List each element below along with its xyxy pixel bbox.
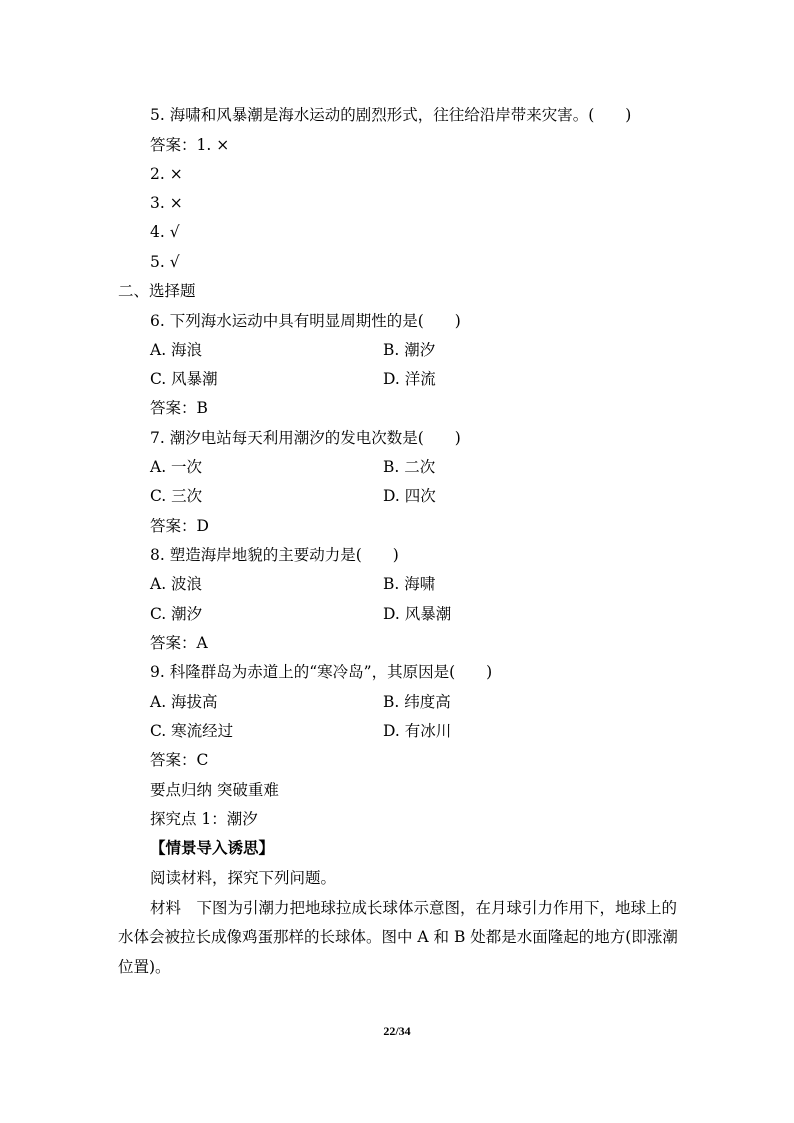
- question-5-judgement: 5. 海啸和风暴潮是海水运动的剧烈形式，往往给沿岸带来灾害。( ): [150, 106, 632, 124]
- key-points-heading: 要点归纳 突破重难: [150, 781, 279, 799]
- question-stem: 6. 下列海水运动中具有明显周期性的是( ): [150, 312, 461, 330]
- answer-line: 2. ×: [150, 165, 183, 183]
- question-stem: 7. 潮汐电站每天利用潮汐的发电次数是( ): [150, 429, 461, 447]
- answer-line: 答案：D: [150, 517, 209, 535]
- option-b: B. 潮汐: [383, 341, 436, 359]
- answer-line: 3. ×: [150, 194, 183, 212]
- option-d: D. 有冰川: [383, 722, 452, 740]
- question-stem: 8. 塑造海岸地貌的主要动力是( ): [150, 546, 399, 564]
- option-d: D. 风暴潮: [383, 605, 452, 623]
- option-c: C. 风暴潮: [150, 370, 218, 388]
- answer-line: 答案：1. ×: [150, 136, 230, 154]
- scenario-heading: 【情景导入诱思】: [150, 838, 275, 857]
- read-instruction: 阅读材料，探究下列问题。: [150, 869, 337, 887]
- page-number: 22/34: [383, 1024, 411, 1038]
- option-a: A. 海拔高: [150, 693, 218, 711]
- answer-line: 答案：B: [150, 399, 208, 417]
- option-a: A. 波浪: [150, 575, 203, 593]
- option-c: C. 潮汐: [150, 605, 203, 623]
- explore-point-title: 探究点 1：潮汐: [150, 810, 258, 828]
- option-b: B. 二次: [383, 458, 436, 476]
- option-b: B. 纬度高: [383, 693, 451, 711]
- answer-line: 答案：A: [150, 634, 208, 652]
- option-c: C. 寒流经过: [150, 722, 234, 740]
- option-d: D. 四次: [383, 487, 436, 505]
- question-stem: 9. 科隆群岛为赤道上的“寒冷岛”，其原因是( ): [150, 663, 493, 681]
- answer-line: 4. √: [150, 223, 180, 241]
- option-c: C. 三次: [150, 487, 203, 505]
- option-d: D. 洋流: [383, 370, 436, 388]
- answer-line: 5. √: [150, 253, 180, 271]
- answer-line: 答案：C: [150, 751, 209, 769]
- material-paragraph: 材料 下图为引潮力把地球拉成长球体示意图，在月球引力作用下，地球上的水体会被拉长成像鸡蛋那样的长球体。图中 A 和 B 处都是水面隆起的地方(即涨潮位置)。: [118, 899, 678, 976]
- section-title: 二、选择题: [118, 282, 196, 300]
- option-b: B. 海啸: [383, 575, 436, 593]
- option-a: A. 海浪: [150, 341, 203, 359]
- option-a: A. 一次: [150, 458, 203, 476]
